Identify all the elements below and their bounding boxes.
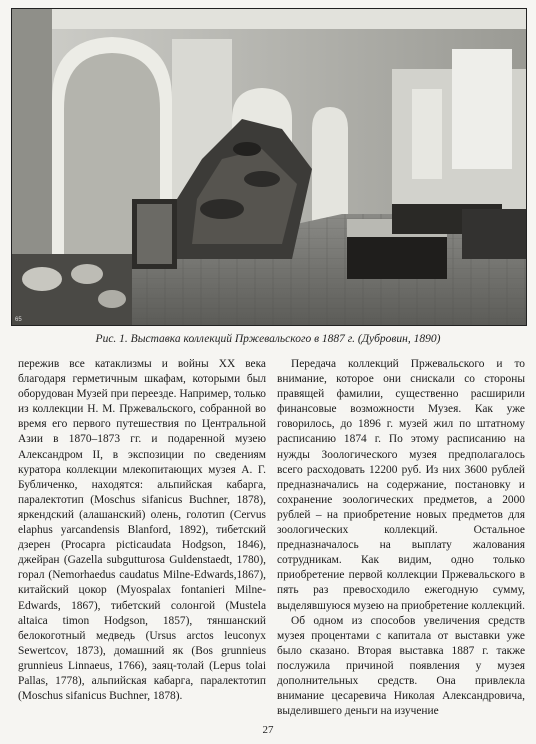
exhibition-hall-photo	[11, 8, 527, 326]
left-paragraph-1: пережив все катаклизмы и войны XX века благодаря герметичным шкафам, которыми был оборудован Музей при переезде. Например, только из коллекции Н. М. Пржевальского, собранной во время его первого путешествия по Центральной Азии в 1870–1873 гг. и подаренной музею Александром II, в экспозиции по сведениям куратора коллекции млекопитающих музея А. Г. Бубличенко, находятся: альпийская кабарга, паралектотип (Moschus sifanicus Buchner, 1878), яркендский (алашанский) олень, голотип (Cervus elaphus yarcandensis Blanford, 1892), тибетский дзерен (Procapra picticaudata Hodgson, 1846), джейран (Gazella subgutturosa Guldenstaedt, 1780), горал (Nemorhaedus caudatus Milne-Edwards,1867), китайский цокор (Myospalax fontanieri Milne-Edwards, 1867), тибетский солонгой (Mustela altaica timon Hodgson, 1857), тяншанский белокоготный медведь (Ursus arctos leuconyx Sewertcov, 1873), домашний як (Bos grunnieus grunnieus Linnaeus, 1766), заяц-толай (Lepus tolai Pallas, 1778), альпийская кабарга, паралектотип (Moschus sifanicus Buchner, 1878).	[18, 358, 266, 703]
page-number: 27	[262, 724, 274, 736]
left-column	[18, 357, 266, 704]
right-column	[277, 357, 525, 719]
photo-number: 65	[15, 317, 22, 323]
right-paragraph-1: Передача коллекций Пржевальского и то внимание, которое они снискали со стороны правящей фамилии, существенно расширили финансовые возможности Музея. Как уже говорилось, до 1896 г. музей жил по штатному расписанию 1874 г. По этому расписанию на нужды Зоологического музея предполагалось всего расходовать 12200 руб. Из них 3600 рублей предназначались на содержание, постановку и сохранение зоологических предметов, а 2000 рублей – на приобретение новых предметов для зоологических коллекций. Остальное предназначалось на выплату жалования сотрудникам. Как видим, одно только приобретение первой коллекции Пржевальского в пять раз превосходило ежегодную сумму, выделявшуюся музею на приобретение коллекций.	[277, 358, 525, 612]
figure-caption: Рис. 1. Выставка коллекций Пржевальского в 1887 г. (Дубровин, 1890)	[95, 333, 441, 345]
right-paragraph-2: Об одном из способов увеличения средств музея процентами с капитала от выставки уже было сказано. Вторая выставка 1887 г. также послужила причиной появления у музея дополнительных средств. Она привлекла внимание цесаревича Николая Александровича, выделившего деньги на изучение	[277, 614, 525, 718]
